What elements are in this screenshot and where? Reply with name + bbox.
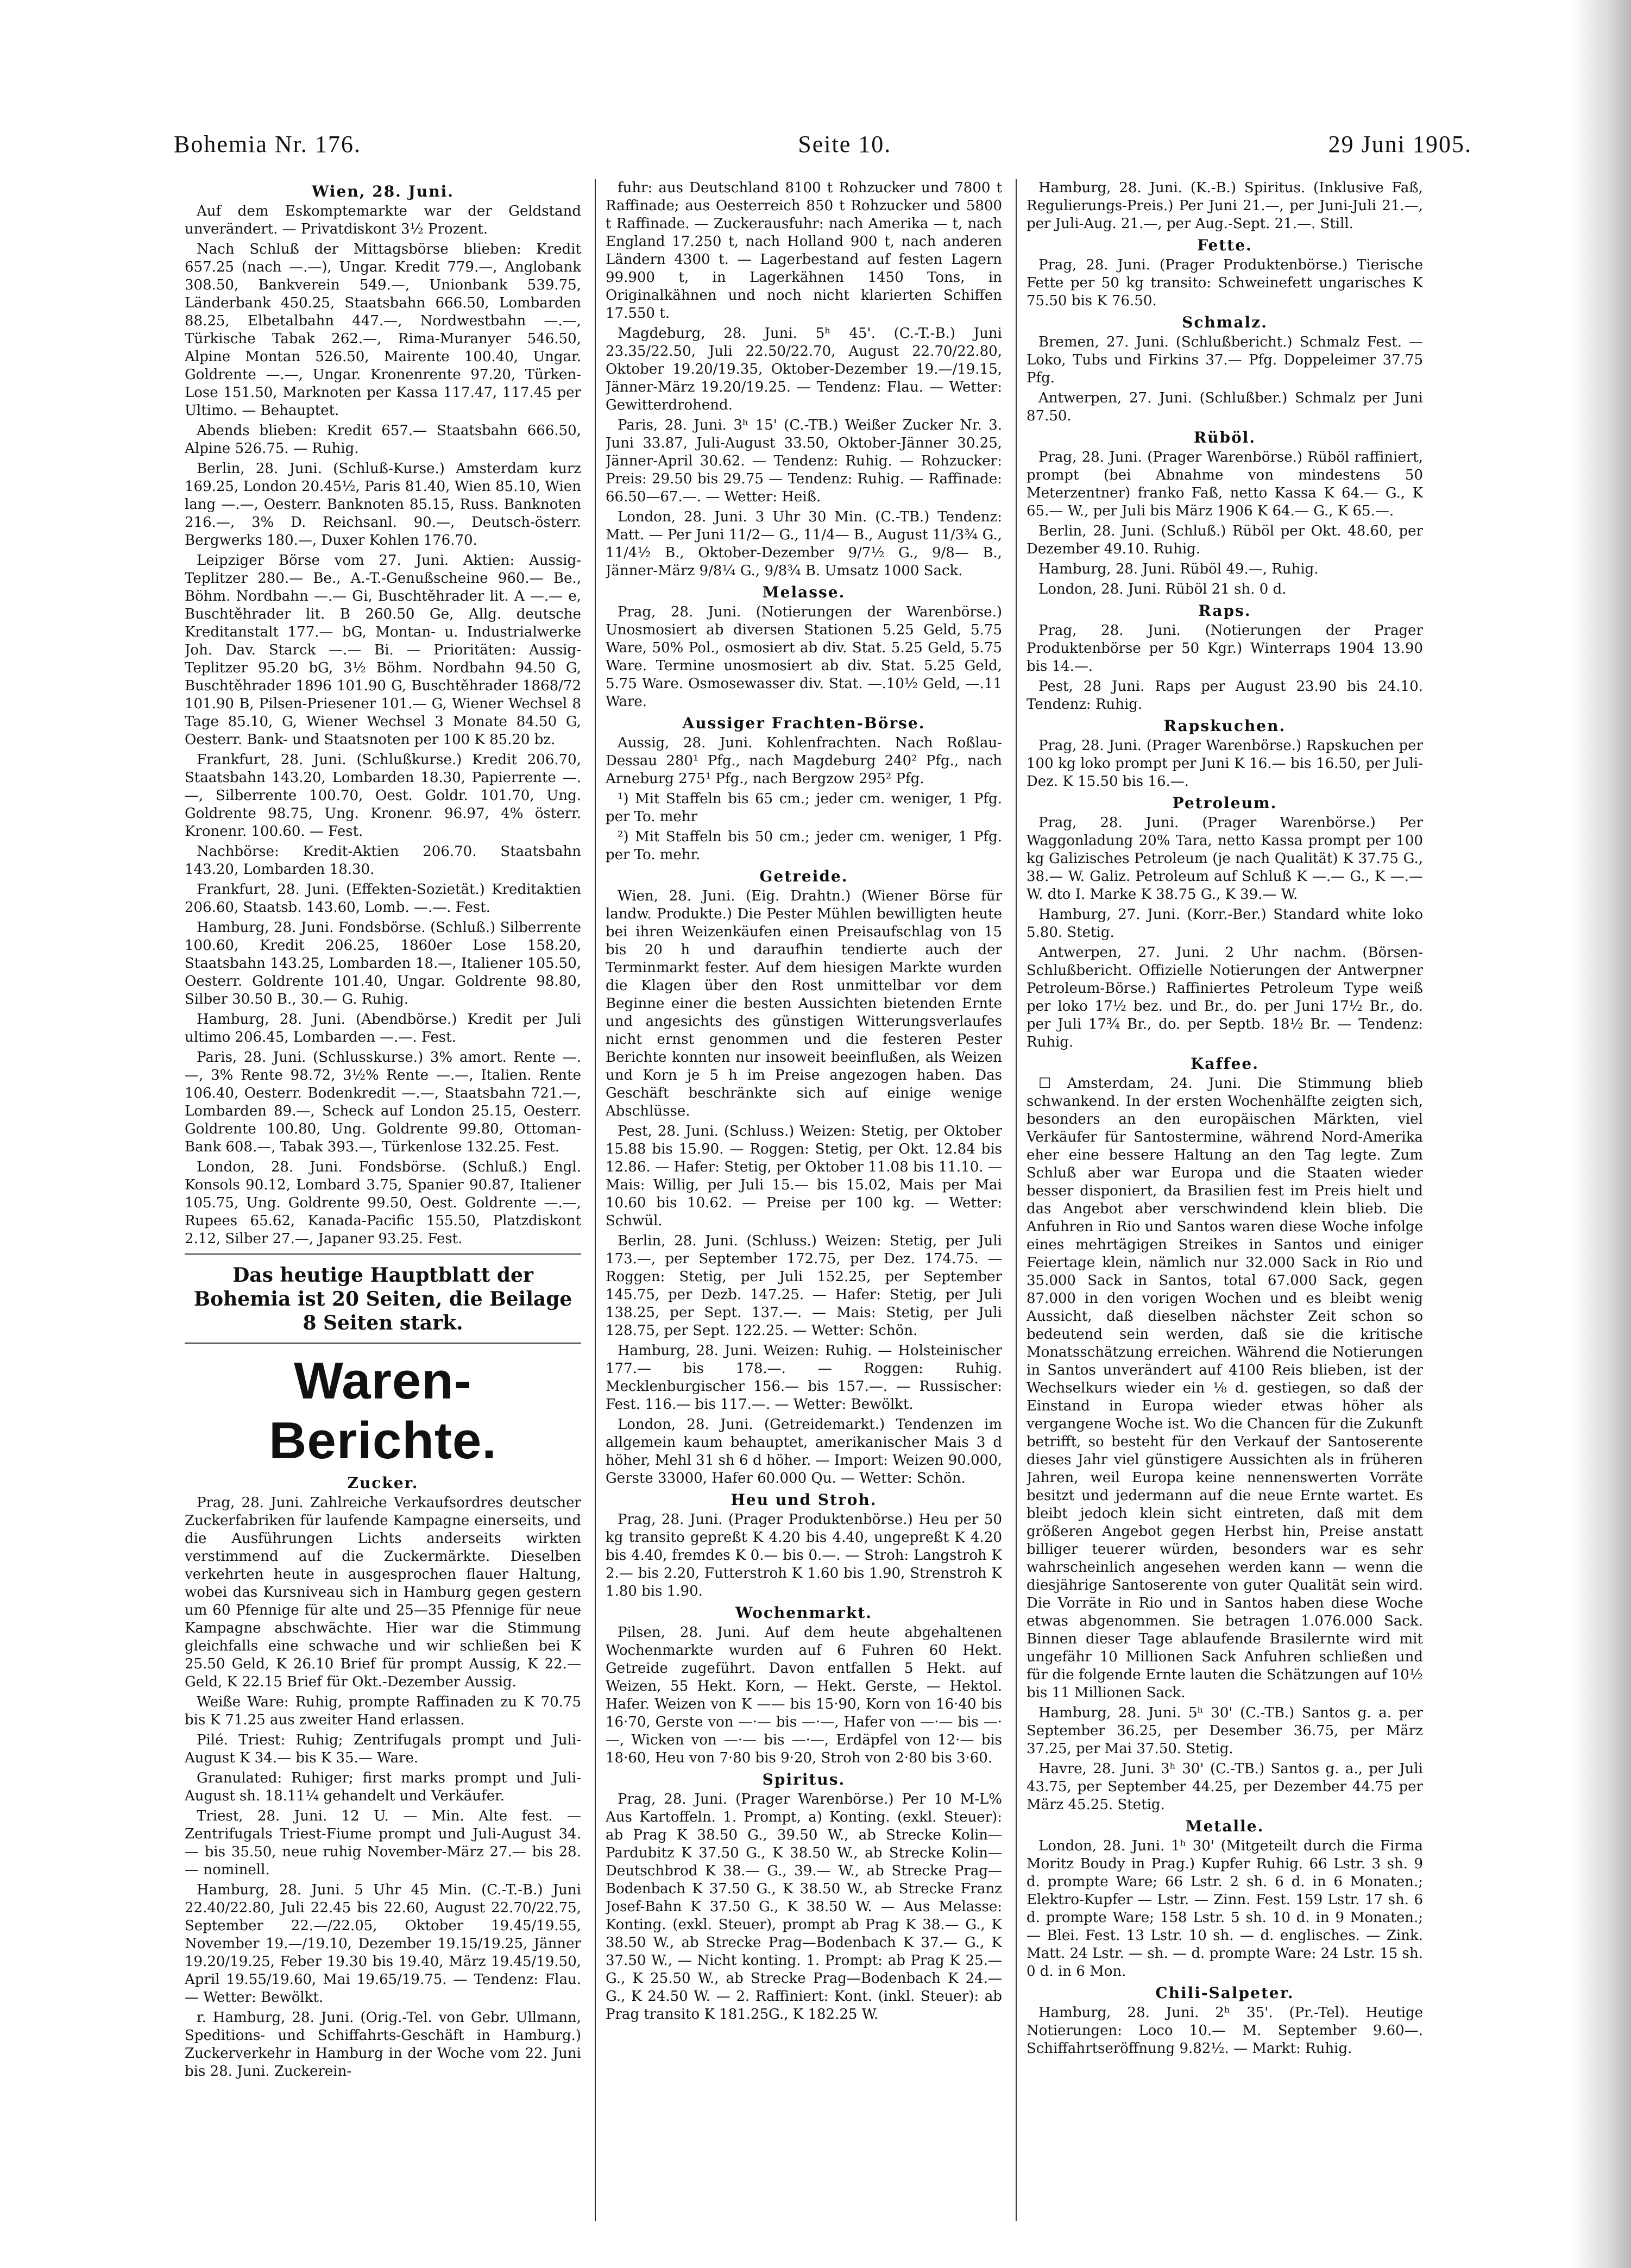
section-title-rueboel: Rüböl. <box>1193 429 1256 446</box>
column-3 <box>1027 179 1423 2232</box>
section-title-zucker: Zucker. <box>347 1474 419 1492</box>
article-paragraph: Berlin, 28. Juni. (Schluß-Kurse.) Amsterdam kurz 169.25, London 20.45½, Paris 81.40, Wien 85.10, Wien lang —.—, Oesterr. Banknoten 85.15, Russ. Banknoten 216.—, 3% D. Reichsanl. 90.—, Deutsch-österr. Bergwerks 180.—, Duxer Kohlen 176.70. <box>185 461 581 549</box>
article-paragraph: Paris, 28. Juni. 3ʰ 15' (C.-TB.) Weißer Zucker Nr. 3. Juni 33.87, Juli-August 33.50, Oktober-Jänner 30.25, Jänner-April 30.62. — Tendenz: Ruhig. — Rohzucker: Preis: 29.50 bis 29.75 — Tendenz: Ruhig. — Raffinade: 66.50—67.—. — Wetter: Heiß. <box>606 417 1002 505</box>
section-title-metalle: Metalle. <box>1185 1817 1264 1835</box>
section-title-chili-salpeter: Chili-Salpeter. <box>1155 1984 1294 2002</box>
section-title-rapskuchen: Rapskuchen. <box>1163 717 1286 735</box>
article-paragraph: Havre, 28. Juni. 3ʰ 30' (C.-TB.) Santos g. a., per Juli 43.75, per September 44.25, per Dezember 44.75 per März 45.25. Stetig. <box>1027 1761 1423 1813</box>
article-paragraph: Frankfurt, 28. Juni. (Effekten-Sozietät.) Kreditaktien 206.60, Staatsb. 143.60, Lomb. —.—. Fest. <box>185 881 581 916</box>
article-paragraph: London, 28. Juni. Fondsbörse. (Schluß.) Engl. Konsols 90.12, Lombard 3.75, Spanier 90.87, Italiener 105.75, Ung. Goldrente 99.50, Oest. Goldrente —.—, Rupees 65.62, Kanada-Pacific 155.50, Platzdiskont 2.12, Silber 27.—, Japaner 93.25. Fest. <box>185 1159 581 1247</box>
article-paragraph: Berlin, 28. Juni. (Schluß.) Rüböl per Okt. 48.60, per Dezember 49.10. Ruhig. <box>1027 523 1423 557</box>
header-page-number: Seite 10. <box>798 130 892 158</box>
divider <box>185 1253 581 1255</box>
article-paragraph: London, 28. Juni. 1ʰ 30' (Mitgeteilt durch die Firma Moritz Boudy in Prag.) Kupfer Ruhig. 66 Lstr. 3 sh. 9 d. prompte Ware; 66 Lstr. 2 sh. 6 d. in 6 Monaten.; Elektro-Kupfer — Lstr. — Zinn. Fest. 159 Lstr. 17 sh. 6 d. prompte Ware; 158 Lstr. 5 sh. 10 d. in 9 Monaten.; — Blei. Fest. 13 Lstr. 10 sh. — d. englisches. — Zink. Matt. 24 Lstr. — sh. — d. prompte Ware: 24 Lstr. 15 sh. 0 d. in 6 Mon. <box>1027 1838 1423 1980</box>
article-paragraph: Bremen, 27. Juni. (Schlußbericht.) Schmalz Fest. — Loko, Tubs und Firkins 37.— Pfg. Doppeleimer 37.75 Pfg. <box>1027 334 1423 386</box>
section-title-raps: Raps. <box>1198 602 1251 620</box>
header-date: 29 Juni 1905. <box>1328 130 1472 158</box>
article-paragraph: London, 28. Juni. Rüböl 21 sh. 0 d. <box>1038 581 1287 597</box>
header-issue: Bohemia Nr. 176. <box>174 130 361 158</box>
article-paragraph: Prag, 28. Juni. (Prager Produktenbörse.) Tierische Fette per 50 kg transito: Schweinefett ungarisches K 75.50 bis K 76.50. <box>1027 257 1423 309</box>
article-paragraph: Triest, 28. Juni. 12 U. — Min. Alte fest. — Zentrifugals Triest-Fiume prompt und Juli-August 34.— bis 35.50, neue ruhig November-März 27.— bis 28.— nominell. <box>185 1808 581 1878</box>
footnote: ¹) Mit Staffeln bis 65 cm.; jeder cm. weniger, 1 Pfg. per To. mehr <box>606 791 1002 825</box>
article-paragraph: Pest, 28. Juni. (Schluss.) Weizen: Stetig, per Oktober 15.88 bis 15.90. — Roggen: Stetig, per Okt. 12.84 bis 12.86. — Hafer: Stetig, per Oktober 11.08 bis 11.10. — Mais: Willig, per Juli 15.— bis 15.02, Mais per Mai 10.60 bis 10.62. — Preise per 100 kg. — Wetter: Schwül. <box>606 1123 1002 1229</box>
article-paragraph: Pilé. Triest: Ruhig; Zentrifugals prompt und Juli-August K 34.— bis K 35.— Ware. <box>185 1732 581 1766</box>
article-paragraph: Auf dem Eskomptemarkte war der Geldstand unverändert. — Privatdiskont 3½ Prozent. <box>185 203 581 237</box>
section-title-petroleum: Petroleum. <box>1172 794 1277 812</box>
section-title-frachten: Aussiger Frachten-Börse. <box>682 714 925 732</box>
column-2 <box>606 179 1002 2232</box>
article-paragraph: fuhr: aus Deutschland 8100 t Rohzucker und 7800 t Raffinade; aus Oesterreich 850 t Rohzucker und 5800 t Raffinade. — Zuckerausfuhr: nach Amerika — t, nach England 17.250 t, nach Holland 900 t, nach anderen Ländern 4300 t. — Lagerbestand auf festen Lagern 99.900 t, in Lagerkähnen 1450 Tons, in Originalkähnen und noch nicht klarierten Schiffen 17.550 t. <box>606 180 1002 322</box>
article-paragraph: Granulated: Ruhiger; first marks prompt und Juli-August sh. 18.11¼ gehandelt und Verkäufer. <box>185 1770 581 1804</box>
scan-page-edge <box>1571 0 1631 2268</box>
article-paragraph: r. Hamburg, 28. Juni. (Orig.-Tel. von Gebr. Ullmann, Speditions- und Schiffahrts-Geschäft in Hamburg.) Zuckerverkehr in Hamburg in der Woche vom 22. Juni bis 28. Juni. Zuckerein- <box>185 2009 581 2080</box>
article-paragraph: Hamburg, 28. Juni. (K.-B.) Spiritus. (Inklusive Faß, Regulierungs-Preis.) Per Juni 21.—, per Juni-Juli 21.—, per Juli-Aug. 21.—, per Aug.-Sept. 21.—. Still. <box>1027 180 1423 232</box>
column-1 <box>185 179 581 2232</box>
article-paragraph: Hamburg, 28. Juni. Rüböl 49.—, Ruhig. <box>1038 561 1319 577</box>
article-paragraph: Aussig, 28. Juni. Kohlenfrachten. Nach Roßlau-Dessau 280¹ Pfg., nach Magdeburg 240² Pfg., nach Arneburg 275¹ Pfg., nach Bergzow 295² Pfg. <box>606 735 1002 787</box>
article-paragraph: Nachbörse: Kredit-Aktien 206.70. Staatsbahn 143.20, Lombarden 18.30. <box>185 843 581 878</box>
column-rule-right <box>1016 179 1017 2221</box>
article-paragraph: Hamburg, 28. Juni. (Abendbörse.) Kredit per Juli ultimo 206.45, Lombarden —.—. Fest. <box>185 1011 581 1045</box>
article-paragraph: Berlin, 28. Juni. (Schluss.) Weizen: Stetig, per Juli 173.—, per September 172.75, per Dez. 174.75. — Roggen: Stetig, per Juli 152.25, per September 145.75, per Dezb. 147.25. — Hafer: Stetig, per Juli 138.25, per Sept. 137.—. — Mais: Stetig, per Juli 128.75, per Sept. 122.25. — Wetter: Schön. <box>606 1233 1002 1339</box>
waren-berichte-title: Waren-Berichte. <box>269 1352 497 1470</box>
article-paragraph: Nach Schluß der Mittagsbörse blieben: Kredit 657.25 (nach —.—), Ungar. Kredit 779.—, Anglobank 308.50, Bankverein 549.—, Unionbank 539.75, Länderbank 450.25, Staatsbahn 666.50, Lombarden 88.25, Elbetalbahn 447.—, Nordwestbahn —.—, Türkische Tabak 262.—, Rima-Muranyer 546.50, Alpine Montan 526.50, Mairente 100.40, Ungar. Goldrente —.—, Ungar. Kronenrente 97.20, Türken-Lose 151.50, Marknoten per Kassa 117.47, 117.45 per Ultimo. — Behauptet. <box>185 241 581 419</box>
article-paragraph: Hamburg, 28. Juni. 2ʰ 35'. (Pr.-Tel). Heutige Notierungen: Loco 10.— M. September 9.60—. Schiffahrtseröffnung 9.82½. — Markt: Ruhig. <box>1027 2005 1423 2057</box>
article-paragraph: Prag, 28. Juni. (Prager Produktenbörse.) Heu per 50 kg transito gepreßt K 4.20 bis 4.40, ungepreßt K 4.20 bis 4.40, fremdes K 0.— bis 0.—. — Stroh: Langstroh K 2.— bis 2.20, Futterstroh K 1.60 bis 1.90, Strenstroh K 1.80 bis 1.90. <box>606 1511 1002 1599</box>
article-paragraph: Hamburg, 28. Juni. 5 Uhr 45 Min. (C.-T.-B.) Juni 22.40/22.80, Juli 22.45 bis 22.60, August 22.70/22.75, September 22.—/22.05, Oktober 19.45/19.55, November 19.—/19.10, Dezember 19.15/19.25, Jänner 19.20/19.25, Feber 19.30 bis 19.40, März 19.45/19.50, April 19.55/19.60, Mai 19.65/19.75. — Tendenz: Flau. — Wetter: Bewölkt. <box>185 1882 581 2006</box>
article-paragraph: Hamburg, 28. Juni. Weizen: Ruhig. — Holsteinischer 177.— bis 178.—. — Roggen: Ruhig. Mecklenburgischer 156.— bis 157.—. — Russischer: Fest. 116.— bis 117.—. — Wetter: Bewölkt. <box>606 1343 1002 1413</box>
section-title-schmalz: Schmalz. <box>1182 313 1268 331</box>
article-paragraph: London, 28. Juni. 3 Uhr 30 Min. (C.-TB.) Tendenz: Matt. — Per Juni 11/2— G., 11/4— B., August 11/3¾ G., 11/4½ B., Oktober-Dezember 9/7½ G., 9/8— B., Jänner-März 9/8¼ G., 9/8¾ B. Umsatz 1000 Sack. <box>606 509 1002 579</box>
edition-notice: Das heutige Hauptblatt der Bohemia ist 20 Seiten, die Beilage 8 Seiten stark. <box>193 1264 572 1334</box>
section-title-spiritus: Spiritus. <box>762 1771 846 1788</box>
column-rule-left <box>595 179 596 2221</box>
article-paragraph: Prag, 28. Juni. (Notierungen der Prager Produktenbörse per 50 Kgr.) Winterraps 1904 13.90 bis 14.—. <box>1027 622 1423 675</box>
article-paragraph: Prag, 28. Juni. (Prager Warenbörse.) Rüböl raffiniert, prompt (bei Abnahme von mindestens 50 Meterzentner) franko Faß, netto Kassa K 64.— G., K 65.— W., per Juli bis März 1906 K 64.— G., K 65.—. <box>1027 449 1423 519</box>
article-paragraph: Hamburg, 28. Juni. 5ʰ 30' (C.-TB.) Santos g. a. per September 36.25, per Desember 36.75, per März 37.25, per Mai 37.50. Stetig. <box>1027 1705 1423 1757</box>
section-title-wochenmarkt: Wochenmarkt. <box>735 1604 873 1622</box>
section-title-getreide: Getreide. <box>759 867 848 885</box>
article-paragraph: Wien, 28. Juni. (Eig. Drahtn.) (Wiener Börse für landw. Produkte.) Die Pester Mühlen bewilligten heute bei ihren Weizenkäufen einen Preisaufschlag von 15 bis 20 h und daraufhin tendierte auch der Terminmarkt fester. Auf dem hiesigen Markte wurden die Klagen über den Rost unmittelbar vor dem Beginne einer die besten Aussichten bietenden Ernte und angesichts des günstigen Witterungsverlaufes nicht ernst genommen und die festeren Pester Berichte konnten nur insoweit beeinflußen, als Weizen und Korn je 5 h im Preise angezogen haben. Das Geschäft beschränkte sich auf einige wenige Abschlüsse. <box>606 888 1002 1119</box>
article-paragraph: Magdeburg, 28. Juni. 5ʰ 45'. (C.-T.-B.) Juni 23.35/22.50, Juli 22.50/22.70, August 22.70/22.80, Oktober 19.20/19.35, Oktober-Dezember 19.—/19.15, Jänner-März 19.20/19.25. — Tendenz: Flau. — Wetter: Gewitterdrohend. <box>606 325 1002 413</box>
article-paragraph: ☐ Amsterdam, 24. Juni. Die Stimmung blieb schwankend. In der ersten Wochenhälfte zeigten sich, besonders an den europäischen Märkten, viel Verkäufer für Santostermine, während Nord-Amerika eher eine bessere Haltung an den Tag legte. Zum Schluß aber war Europa und die Staaten wieder besser disponiert, da Brasilien fest im Preis hielt und das Angebot aber verschwindend klein blieb. Die Anfuhren in Rio und Santos waren diese Woche infolge eines mehrtägigen Streikes in Santos und einiger Feiertage klein, nämlich nur 32.000 Sack in Rio und 35.000 Sack in Santos, total 67.000 Sack, gegen 87.000 in den vorigen Wochen und es bleibt wenig Aussicht, daß dieselben nächster Zeit schon so bedeutend sein werden, daß sie die kritische Monatsschätzung erreichen. Während die Notierungen in Santos unverändert auf 4100 Reis blieben, ist der Wechselkurs wieder ein ⅟₈ d. gestiegen, so daß der Einstand in Europa wieder etwas höher als vergangene Woche ist. Wo die Chancen für die Zukunft betrifft, so besteht für den Verkauf der Santoserente dieses Jahr viel günstigere Aussichten als in früheren Jahren, weil Europa keine nennenswerten Vorräte besitzt und jedermann auf die neue Ernte wartet. Es bleibt jedoch klein sicht eintreten, daß mit dem größeren Angebot gegen Herbst hin, Preise anstatt billiger teuerer würden, besonders war es sehr wahrscheinlich angesehen werden kann — wenn die diesjährige Santoserente von guter Qualität sein wird. Die Vorräte in Rio und in Santos haben diese Woche etwas abgenommen. Sie betragen 1.076.000 Sack. Binnen dieser Tage ablaufende Brasilernte wird mit ungefähr 10 Millionen Sack Anfuhren schließen und für die folgende Ernte lauten die Schätzungen auf 10½ bis 11 Millionen Sack. <box>1027 1075 1423 1701</box>
section-title-kaffee: Kaffee. <box>1191 1055 1259 1073</box>
article-paragraph: Antwerpen, 27. Juni. (Schlußber.) Schmalz per Juni 87.50. <box>1027 390 1423 424</box>
section-title-wien: Wien, 28. Juni. <box>311 182 455 200</box>
article-paragraph: Paris, 28. Juni. (Schlusskurse.) 3% amort. Rente —.—, 3% Rente 98.72, 3½% Rente —.—, Italien. Rente 106.40, Oesterr. Bodenkredit —.—, Staatsbahn 721.—, Lombarden 89.—, Scheck auf London 25.15, Oesterr. Goldrente 100.80, Ung. Goldrente 99.80, Ottoman-Bank 608.—, Tabak 393.—, Türkenlose 132.25. Fest. <box>185 1049 581 1155</box>
article-paragraph: Hamburg, 27. Juni. (Korr.-Ber.) Standard white loko 5.80. Stetig. <box>1027 906 1423 941</box>
section-title-fette: Fette. <box>1197 236 1252 254</box>
article-paragraph: Leipziger Börse vom 27. Juni. Aktien: Aussig-Teplitzer 280.— Be., A.-T.-Genußscheine 960.— Be., Böhm. Nordbahn —.— Gi, Buschtěhrader lit. A —.— e, Buschtěhrader lit. B 260.50 Ge, Allg. deutsche Kreditanstalt 177.— bG, Montan- u. Industrialwerke Joh. Dav. Starck —.— Bi. — Prioritäten: Aussig-Teplitzer 95.20 bG, 3½ Böhm. Nordbahn 94.50 G, Buschtěhrader 1896 101.90 G, Buschtěhrader 1868/72 101.90 B, Pilsen-Priesener 101.— G, Wiener Wechsel 8 Tage 85.10, G, Wiener Wechsel 3 Monate 84.50 G, Oesterr. Bank- und Staatsnoten per 100 K 85.20 bz. <box>185 552 581 748</box>
article-paragraph: Prag, 28. Juni. (Notierungen der Warenbörse.) Unosmosiert ab diversen Stationen 5.25 Geld, 5.75 Ware, 50% Pol., osmosiert ab div. Stat. 5.25 Geld, 5.75 Ware. Termine unosmosiert ab div. Stat. 5.25 Geld, 5.75 Ware. Osmosewasser div. Stat. —.10½ Geld, —.11 Ware. <box>606 604 1002 710</box>
article-paragraph: Pilsen, 28. Juni. Auf dem heute abgehaltenen Wochenmarkte wurden auf 6 Fuhren 60 Hekt. Getreide zugeführt. Davon entfallen 5 Hekt. auf Weizen, 55 Hekt. Korn, — Hekt. Gerste, — Hektol. Hafer. Weizen von K —— bis 15·90, Korn von 16·40 bis 16·70, Gerste von —·— bis —·—, Hafer von —·— bis —·—, Wicken von —·— bis —·—, Erdäpfel von 12·— bis 18·60, Heu von 7·80 bis 9·20, Stroh von 2·80 bis 3·60. <box>606 1624 1002 1766</box>
article-paragraph: Frankfurt, 28. Juni. (Schlußkurse.) Kredit 206.70, Staatsbahn 143.20, Lombarden 18.30, Papierrente —.—, Silberrente 100.70, Oest. Goldr. 101.70, Ung. Goldrente 98.75, Ung. Kronenr. 96.97, 4% österr. Kronenr. 100.60. — Fest. <box>185 752 581 840</box>
article-paragraph: Antwerpen, 27. Juni. 2 Uhr nachm. (Börsen-Schlußbericht. Offizielle Notierungen der Antwerpner Petroleum-Börse.) Raffiniertes Petroleum Type weiß per loko 17½ bez. und Br., do. per Juni 17½ Br., do. per Juli 17¾ Br., do. per Septb. 18½ Br. — Tendenz: Ruhig. <box>1027 944 1423 1050</box>
article-paragraph: Pest, 28 Juni. Raps per August 23.90 bis 24.10. Tendenz: Ruhig. <box>1027 678 1423 713</box>
article-paragraph: Hamburg, 28. Juni. Fondsbörse. (Schluß.) Silberrente 100.60, Kredit 206.25, 1860er Lose 158.20, Staatsbahn 143.25, Lombarden 18.—, Italiener 105.50, Oesterr. Goldrente 101.40, Ungar. Goldrente 98.80, Silber 30.50 B., 30.— G. Ruhig. <box>185 919 581 1007</box>
section-title-melasse: Melasse. <box>762 583 846 601</box>
article-paragraph: Prag, 28. Juni. (Prager Warenbörse.) Per 10 M-L% Aus Kartoffeln. 1. Prompt, a) Konting. (exkl. Steuer): ab Prag K 38.50 G., 39.50 W., ab Strecke Kolin—Pardubitz K 37.50 G., K 38.50 W., ab Strecke Kolin—Deutschbrod K 38.— G., 39.— W., ab Strecke Prag—Bodenbach K 37.50 G., K 38.50 W., ab Strecke Franz Josef-Bahn K 37.50 G., K 38.50 W. — Aus Melasse: Konting. (exkl. Steuer), prompt ab Prag K 38.— G., K 38.50 W., ab Strecke Prag—Bodenbach K 37.— G., K 37.50 W., — Nicht konting. 1. Prompt: ab Prag K 25.— G., K 25.50 W., ab Strecke Prag—Bodenbach K 24.— G., K 24.50 W. — 2. Raffiniert: Kont. (inkl. Steuer): ab Prag transito K 181.25G., K 182.25 W. <box>606 1791 1002 2023</box>
divider <box>185 1343 581 1344</box>
page-header <box>174 125 1472 163</box>
article-paragraph: Prag, 28. Juni. Zahlreiche Verkaufsordres deutscher Zuckerfabriken für laufende Kampagne einerseits, und die Ausführungen Lichts anderseits wirkten verstimmend auf die Zuckermärkte. Dieselben verkehrten heute in ausgesprochen flauer Haltung, wobei das Kursniveau sich in Hamburg gegen gestern um 60 Pfennige für alte und 25—35 Pfennige für neue Kampagne abschwächte. Hier war die Stimmung gleichfalls eine schwache und wir schließen bei K 25.50 Geld, K 26.10 Brief für prompt Aussig, K 22.— Geld, K 22.15 Brief für Okt.-Dezember Aussig. <box>185 1495 581 1690</box>
article-paragraph: London, 28. Juni. (Getreidemarkt.) Tendenzen im allgemein kaum behauptet, amerikanischer Mais 3 d höher, Mehl 31 sh 6 d höher. — Import: Weizen 90.000, Gerste 33000, Hafer 60.000 Qu. — Wetter: Schön. <box>606 1416 1002 1486</box>
footnote: ²) Mit Staffeln bis 50 cm.; jeder cm. weniger, 1 Pfg. per To. mehr. <box>606 829 1002 863</box>
article-paragraph: Prag, 28. Juni. (Prager Warenbörse.) Rapskuchen per 100 kg loko prompt per Juni K 16.— bis 16.50, per Juli-Dez. K 15.50 bis 16.—. <box>1027 738 1423 790</box>
article-paragraph: Weiße Ware: Ruhig, prompte Raffinaden zu K 70.75 bis K 71.25 aus zweiter Hand erlassen. <box>185 1694 581 1728</box>
article-paragraph: Prag, 28. Juni. (Prager Warenbörse.) Per Waggonladung 20% Tara, netto Kassa prompt per 100 kg Galizisches Petroleum (je nach Qualität) K 37.75 G., 38.— W. Galiz. Petroleum auf Schluß K —.— G., K —.— W. dto I. Marke K 38.75 G., K 39.— W. <box>1027 815 1423 903</box>
section-title-heu: Heu und Stroh. <box>731 1491 877 1509</box>
article-paragraph: Abends blieben: Kredit 657.— Staatsbahn 666.50, Alpine 526.75. — Ruhig. <box>185 423 581 457</box>
